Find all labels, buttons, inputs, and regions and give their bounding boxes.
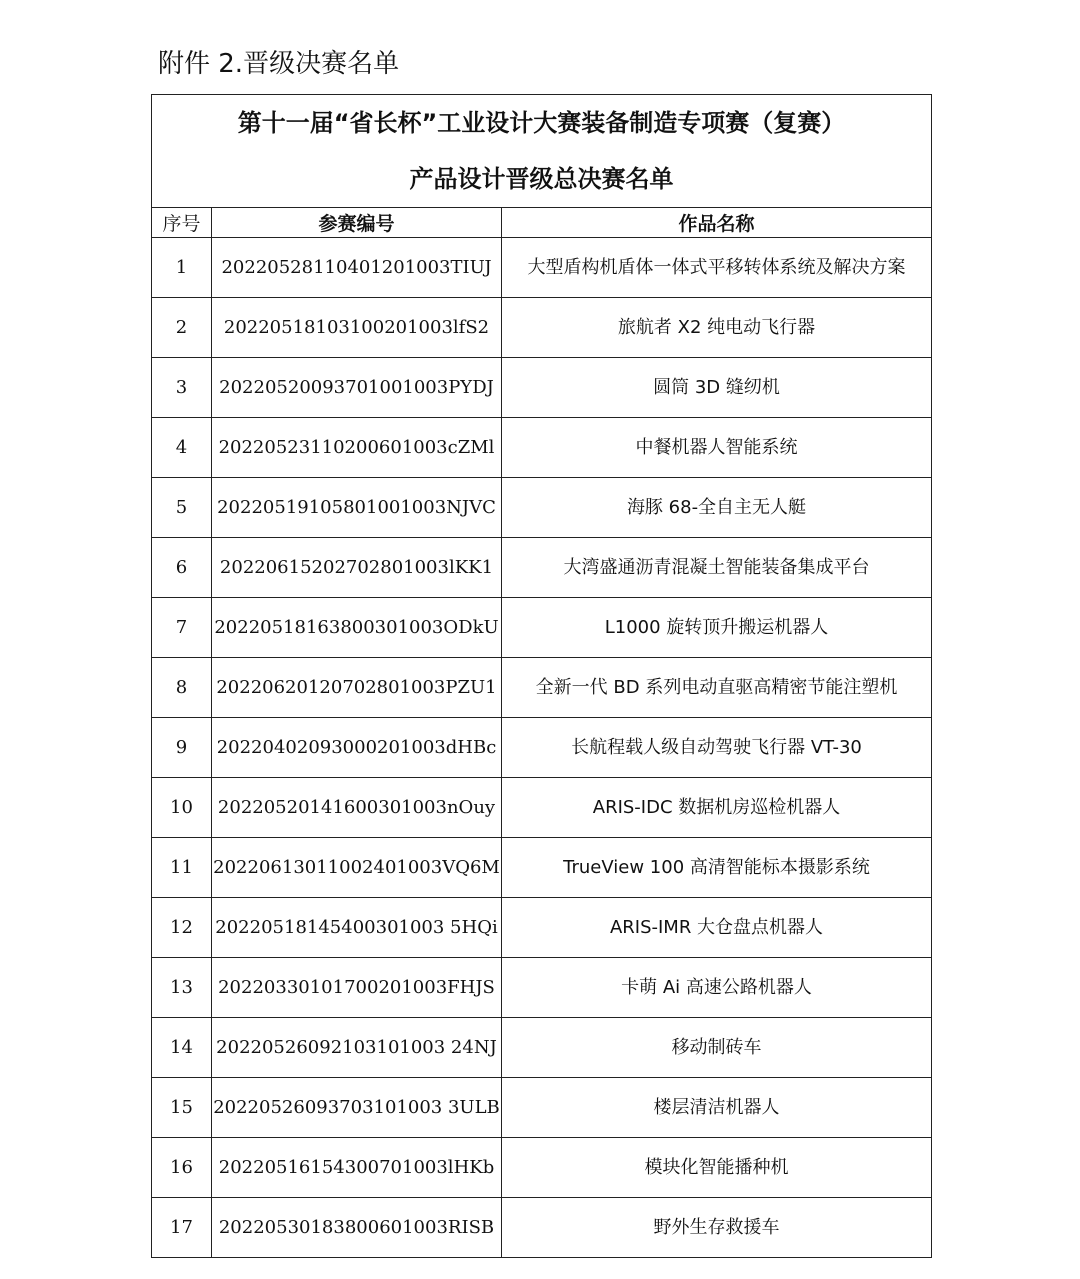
table-row: [152, 1078, 932, 1138]
table-title: [152, 95, 932, 208]
row-name: 大型盾构机盾体一体式平移转体系统及解决方案: [502, 238, 932, 298]
table-row: [152, 658, 932, 718]
row-code: 20220613011002401003VQ6M: [212, 838, 502, 898]
table-row: [152, 538, 932, 598]
row-name: 楼层清洁机器人: [502, 1078, 932, 1138]
row-code: 20220526092103101003 24NJ: [212, 1018, 502, 1078]
row-seq: 1: [152, 238, 212, 298]
row-code: 20220530183800601003RISB: [212, 1198, 502, 1258]
row-name: 大湾盛通沥青混凝土智能装备集成平台: [502, 538, 932, 598]
table-row: [152, 1138, 932, 1198]
row-code: 20220518103100201003lfS2: [212, 298, 502, 358]
row-name: 野外生存救援车: [502, 1198, 932, 1258]
row-name: 模块化智能播种机: [502, 1138, 932, 1198]
row-name: 旅航者 X2 纯电动飞行器: [502, 298, 932, 358]
row-seq: 5: [152, 478, 212, 538]
row-code: 20220620120702801003PZU1: [212, 658, 502, 718]
table-row: [152, 358, 932, 418]
table-row: [152, 718, 932, 778]
row-code: 20220520093701001003PYDJ: [212, 358, 502, 418]
row-seq: 9: [152, 718, 212, 778]
row-seq: 3: [152, 358, 212, 418]
row-name: 卡萌 Ai 高速公路机器人: [502, 958, 932, 1018]
table-row: [152, 838, 932, 898]
row-name: 长航程载人级自动驾驶飞行器 VT-30: [502, 718, 932, 778]
table-row: [152, 598, 932, 658]
row-seq: 6: [152, 538, 212, 598]
table-row: [152, 418, 932, 478]
row-code: 20220615202702801003lKK1: [212, 538, 502, 598]
row-name: 移动制砖车: [502, 1018, 932, 1078]
row-code: 20220518163800301003ODkU: [212, 598, 502, 658]
row-seq: 14: [152, 1018, 212, 1078]
row-seq: 4: [152, 418, 212, 478]
table-header-row: [152, 208, 932, 238]
table-row: [152, 238, 932, 298]
row-name: 海豚 68-全自主无人艇: [502, 478, 932, 538]
row-code: 20220523110200601003cZMl: [212, 418, 502, 478]
row-code: 20220402093000201003dHBc: [212, 718, 502, 778]
table-title-line2: 产品设计晋级总决赛名单: [409, 165, 674, 193]
row-code: 20220516154300701003lHKb: [212, 1138, 502, 1198]
table-row: [152, 958, 932, 1018]
row-name: ARIS-IMR 大仓盘点机器人: [502, 898, 932, 958]
attachment-title: 附件 2.晋级决赛名单: [158, 49, 400, 79]
row-code: 20220519105801001003NJVC: [212, 478, 502, 538]
row-code: 20220526093703101003 3ULB: [212, 1078, 502, 1138]
header-name: 作品名称: [502, 208, 932, 238]
row-code: 20220520141600301003nOuy: [212, 778, 502, 838]
row-seq: 15: [152, 1078, 212, 1138]
row-seq: 16: [152, 1138, 212, 1198]
finalist-table: [151, 94, 932, 1258]
row-name: 全新一代 BD 系列电动直驱高精密节能注塑机: [502, 658, 932, 718]
row-code: 20220330101700201003FHJS: [212, 958, 502, 1018]
table-row: [152, 778, 932, 838]
table-row: [152, 1018, 932, 1078]
row-seq: 13: [152, 958, 212, 1018]
row-code: 20220528110401201003TIUJ: [212, 238, 502, 298]
row-name: ARIS-IDC 数据机房巡检机器人: [502, 778, 932, 838]
row-seq: 8: [152, 658, 212, 718]
table-title-line1: 第十一届“省长杯”工业设计大赛装备制造专项赛（复赛）: [237, 109, 846, 137]
row-name: L1000 旋转顶升搬运机器人: [502, 598, 932, 658]
row-seq: 2: [152, 298, 212, 358]
row-code: 20220518145400301003 5HQi: [212, 898, 502, 958]
header-seq: 序号: [152, 208, 212, 238]
row-name: 中餐机器人智能系统: [502, 418, 932, 478]
row-seq: 7: [152, 598, 212, 658]
row-seq: 17: [152, 1198, 212, 1258]
table-row: [152, 478, 932, 538]
row-seq: 12: [152, 898, 212, 958]
row-seq: 11: [152, 838, 212, 898]
table-row: [152, 898, 932, 958]
row-name: 圆筒 3D 缝纫机: [502, 358, 932, 418]
row-name: TrueView 100 高清智能标本摄影系统: [502, 838, 932, 898]
row-seq: 10: [152, 778, 212, 838]
table-row: [152, 1198, 932, 1258]
header-code: 参赛编号: [212, 208, 502, 238]
table-row: [152, 298, 932, 358]
